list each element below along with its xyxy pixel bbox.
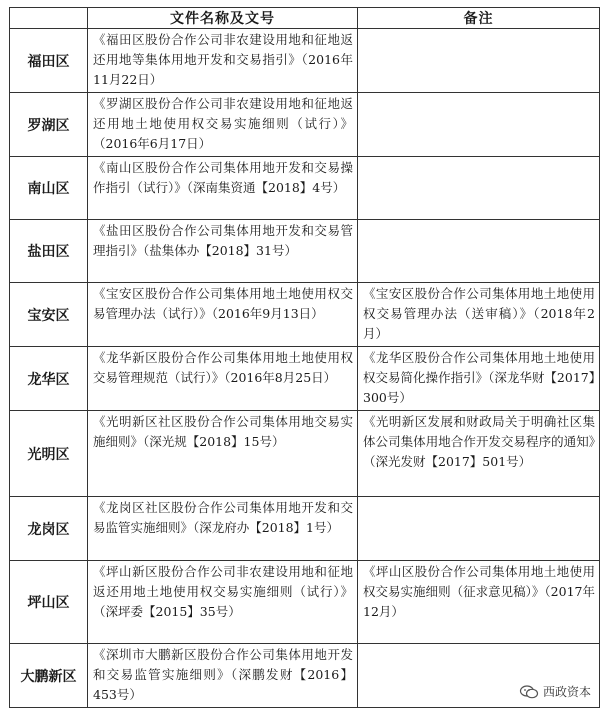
- district-cell: 坪山区: [10, 561, 88, 644]
- doc-cell: 《盐田区股份合作公司集体用地开发和交易管理指引》（盐集体办【2018】31号）: [88, 220, 358, 283]
- doc-cell: 《坪山新区股份合作公司非农建设用地和征地返还用地土地使用权交易实施细则（试行）》（深坪委【2015】35号）: [88, 561, 358, 644]
- note-cell: 《宝安区股份合作公司集体用地土地使用权交易管理办法（送审稿）》（2018年2月）: [358, 283, 600, 347]
- table-row: [10, 411, 600, 497]
- header-note: 备注: [358, 8, 600, 29]
- district-cell: 大鹏新区: [10, 644, 88, 708]
- watermark: [516, 682, 594, 701]
- table-row: [10, 347, 600, 411]
- policy-table: [9, 7, 600, 708]
- table-row: [10, 29, 600, 93]
- note-cell: [358, 29, 600, 93]
- note-cell: [358, 157, 600, 220]
- watermark-text: 西政资本: [542, 685, 591, 699]
- table-header-row: [10, 8, 600, 29]
- doc-cell: 《深圳市大鹏新区股份合作公司集体用地开发和交易监管实施细则》（深鹏发财【2016】453号）: [88, 644, 358, 708]
- table-row: [10, 644, 600, 708]
- district-cell: 龙华区: [10, 347, 88, 411]
- district-cell: 南山区: [10, 157, 88, 220]
- doc-cell: 《龙岗区社区股份合作公司集体用地开发和交易监管实施细则》（深龙府办【2018】1号）: [88, 497, 358, 561]
- doc-cell: 《宝安区股份合作公司集体用地土地使用权交易管理办法（试行）》（2016年9月13日）: [88, 283, 358, 347]
- doc-cell: 《福田区股份合作公司非农建设用地和征地返还用地等集体用地开发和交易指引》（2016年11月22日）: [88, 29, 358, 93]
- header-doc: 文件名称及文号: [88, 8, 358, 29]
- doc-cell: 《罗湖区股份合作公司非农建设用地和征地返还用地土地使用权交易实施细则（试行）》（2016年6月17日）: [88, 93, 358, 157]
- district-cell: 光明区: [10, 411, 88, 497]
- district-cell: 罗湖区: [10, 93, 88, 157]
- note-cell: [358, 93, 600, 157]
- table-row: [10, 157, 600, 220]
- note-cell: [358, 220, 600, 283]
- note-cell: [358, 497, 600, 561]
- district-cell: 盐田区: [10, 220, 88, 283]
- note-cell: 《坪山区股份合作公司集体用地土地使用权交易实施细则（征求意见稿）》（2017年12月）: [358, 561, 600, 644]
- doc-cell: 《光明新区社区股份合作公司集体用地交易实施细则》（深光规【2018】15号）: [88, 411, 358, 497]
- district-cell: 龙岗区: [10, 497, 88, 561]
- district-cell: 福田区: [10, 29, 88, 93]
- doc-cell: 《南山区股份合作公司集体用地开发和交易操作指引（试行）》（深南集资通【2018】4号）: [88, 157, 358, 220]
- header-district: [10, 8, 88, 29]
- doc-cell: 《龙华新区股份合作公司集体用地土地使用权交易管理规范（试行）》（2016年8月25日）: [88, 347, 358, 411]
- table-row: [10, 561, 600, 644]
- district-cell: 宝安区: [10, 283, 88, 347]
- table-row: [10, 220, 600, 283]
- wechat-icon: [519, 685, 539, 699]
- table-row: [10, 497, 600, 561]
- note-cell: 《龙华区股份合作公司集体用地土地使用权交易简化操作指引》（深龙华财【2017】300号）: [358, 347, 600, 411]
- note-cell: 《光明新区发展和财政局关于明确社区集体公司集体用地合作开发交易程序的通知》（深光发财【2017】501号）: [358, 411, 600, 497]
- table-row: [10, 283, 600, 347]
- table-row: [10, 93, 600, 157]
